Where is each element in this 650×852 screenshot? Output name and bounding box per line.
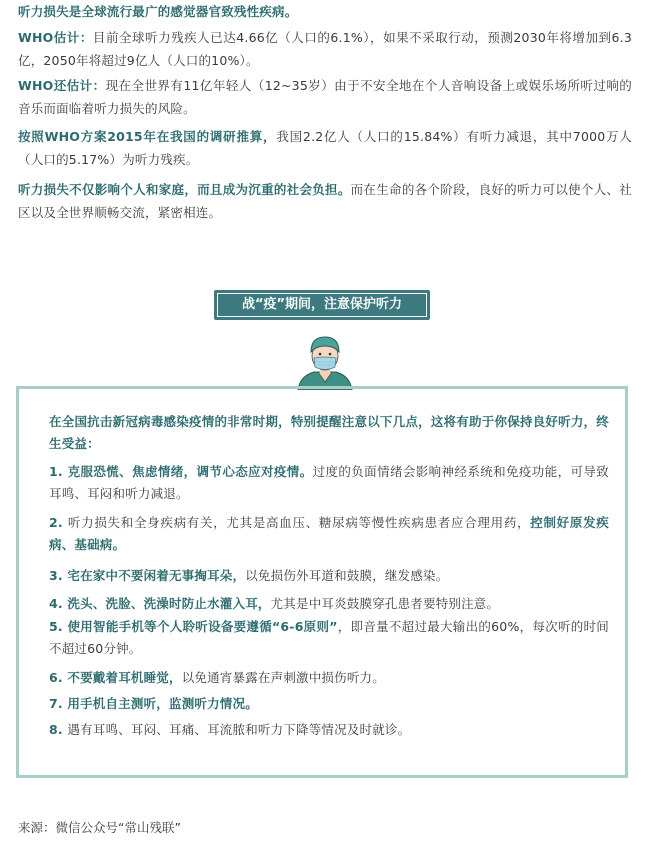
source-credit: 来源：微信公众号“常山残联” xyxy=(18,820,181,835)
tip-8-text: 遇有耳鸣、耳闷、耳痛、耳流脓和听力下降等情况及时就诊。 xyxy=(67,722,411,737)
tip-2-highlight: 控制好原发疾病、基础病。 xyxy=(49,515,609,552)
tip-2-number: 2. xyxy=(49,515,68,530)
section-banner-title: 战“疫”期间，注意保护听力 xyxy=(217,293,427,317)
tip-5-highlight: 使用智能手机等个人聆听设备要遵循“6-6原则” xyxy=(67,619,338,634)
intro-highlight-1: 听力损失是全球流行最广的感觉器官致残性疾病。 xyxy=(18,4,298,19)
intro-paragraph-5 xyxy=(18,178,632,224)
intro-highlight-4: 按照WHO方案2015年在我国的调研推算， xyxy=(18,129,277,144)
intro-highlight-5: 听力损失不仅影响个人和家庭，而且成为沉重的社会负担。 xyxy=(18,182,351,197)
tip-7-number: 7. xyxy=(49,696,68,711)
intro-text-4: 我国2.2亿人（人口的15.84%）有听力减退，其中7000万人（人口的5.17%）为听力残疾。 xyxy=(18,129,632,167)
intro-highlight-3: WHO还估计： xyxy=(18,78,106,93)
tip-5 xyxy=(49,616,609,660)
intro-paragraph-3 xyxy=(18,74,632,120)
tip-1-number: 1. xyxy=(49,464,68,479)
tip-3-number: 3. xyxy=(49,568,68,583)
intro-text-5: 而在生命的各个阶段，良好的听力可以使个人、社区以及全世界顺畅交流，紧密相连。 xyxy=(18,182,633,220)
tip-8 xyxy=(49,719,609,741)
tip-6-highlight: 不要戴着耳机睡觉， xyxy=(67,670,182,685)
section-banner xyxy=(214,290,430,320)
tip-4-text: 尤其是中耳炎鼓膜穿孔患者要特别注意。 xyxy=(270,596,500,611)
tips-lead-text: 在全国抗击新冠病毒感染疫情的非常时期，特别提醒注意以下几点，这将有助于你保持良好听力，终生受益： xyxy=(49,414,609,451)
tip-4-number: 4. xyxy=(49,596,68,611)
tip-5-text: ，即音量不超过最大输出的60%，每次听的时间不超过60分钟。 xyxy=(49,619,609,656)
tip-3-text: 以免损伤外耳道和鼓膜，继发感染。 xyxy=(245,568,449,583)
doctor-with-mask-icon xyxy=(294,334,356,390)
tip-2-text: 听力损失和全身疾病有关，尤其是高血压、糖尿病等慢性疾病患者应合理用药， xyxy=(67,515,531,530)
intro-highlight-2: WHO估计： xyxy=(18,30,93,45)
tip-5-number: 5. xyxy=(49,619,68,634)
intro-text-3: 现在全世界有11亿年轻人（12~35岁）由于不安全地在个人音响设备上或娱乐场所听过响的音乐而面临着听力损失的风险。 xyxy=(18,78,632,116)
tip-1 xyxy=(49,461,609,505)
tip-1-text: 过度的负面情绪会影响神经系统和免疫功能，可导致耳鸣、耳闷和听力减退。 xyxy=(49,464,609,501)
tip-4-highlight: 洗头、洗脸、洗澡时防止水灌入耳， xyxy=(67,596,271,611)
intro-text-2: 目前全球听力残疾人已达4.66亿（人口的6.1%），如果不采取行动，预测2030年将增加到6.3亿，2050年将超过9亿人（人口的10%）。 xyxy=(18,30,632,68)
tip-7 xyxy=(49,693,609,715)
tip-6-number: 6. xyxy=(49,670,68,685)
intro-paragraph-2 xyxy=(18,26,632,72)
tip-6 xyxy=(49,667,609,689)
tip-4 xyxy=(49,593,609,615)
tip-6-text: 以免通宵暴露在声刺激中损伤听力。 xyxy=(181,670,385,685)
tip-3 xyxy=(49,565,609,587)
tip-1-highlight: 克服恐慌、焦虑情绪，调节心态应对疫情。 xyxy=(67,464,313,479)
tip-3-highlight: 宅在家中不要闲着无事掏耳朵， xyxy=(67,568,246,583)
tips-box xyxy=(16,386,628,778)
tips-lead xyxy=(49,411,609,455)
intro-paragraph-1 xyxy=(18,0,632,23)
tip-7-highlight: 用手机自主测听，监测听力情况。 xyxy=(67,696,258,711)
intro-paragraph-4 xyxy=(18,125,632,171)
tip-2 xyxy=(49,512,609,556)
tip-8-number: 8. xyxy=(49,722,68,737)
